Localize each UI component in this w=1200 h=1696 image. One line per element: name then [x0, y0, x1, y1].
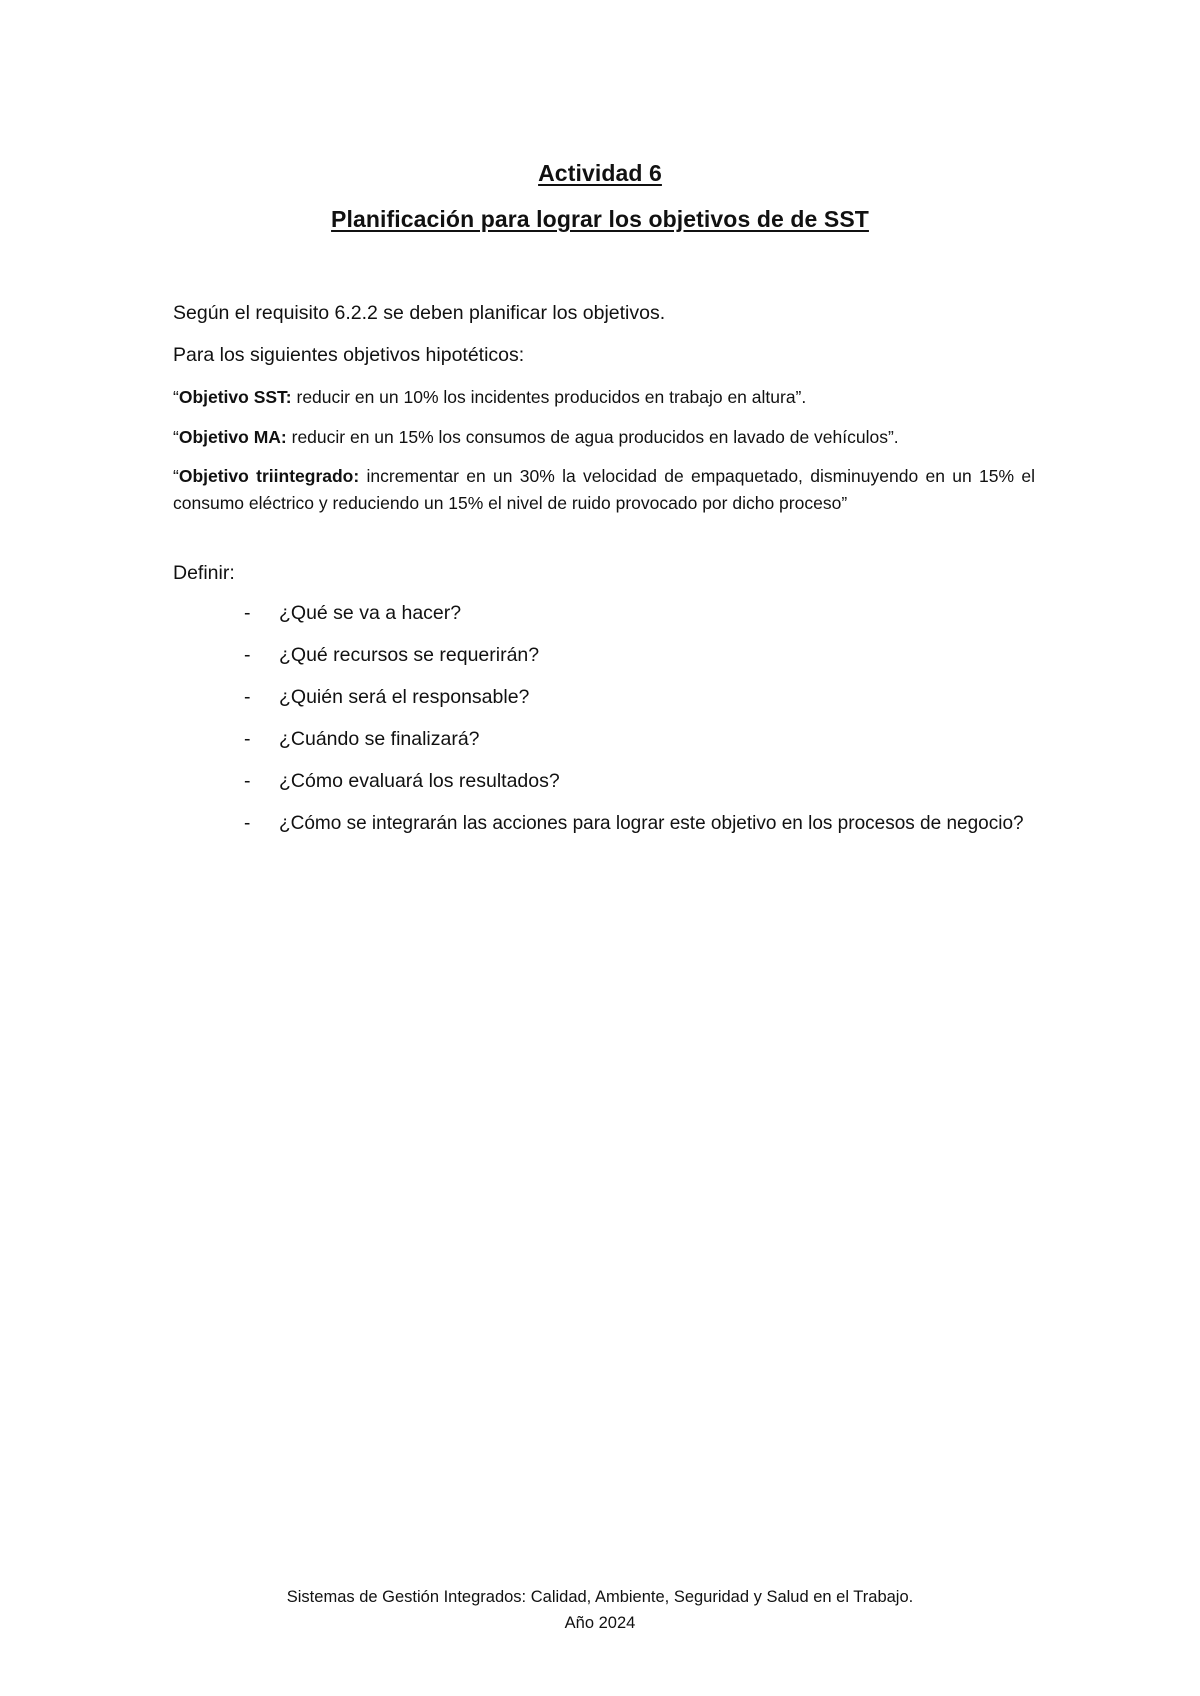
objective-sst	[173, 384, 1035, 411]
lead-paragraph: Para los siguientes objetivos hipotéticos:	[173, 344, 525, 366]
open-quote: “	[173, 427, 179, 447]
intro-paragraph: Según el requisito 6.2.2 se deben planificar los objetivos.	[173, 302, 666, 324]
footer-year: Año 2024	[564, 1614, 636, 1632]
question-text: ¿Qué recursos se requerirán?	[279, 644, 540, 666]
question-text: ¿Qué se va a hacer?	[279, 602, 462, 624]
list-item	[244, 684, 1044, 710]
list-item	[244, 726, 1044, 752]
list-item	[244, 768, 1044, 794]
question-text: ¿Quién será el responsable?	[279, 686, 530, 708]
define-label: Definir:	[173, 562, 235, 584]
objective-ma	[173, 424, 1035, 451]
objective-triintegrado	[173, 463, 1035, 517]
objective-text: incrementar en un 30% la velocidad de empaquetado, disminuyendo en un 15% el consumo eléctrico y reduciendo un 15% el nivel de ruido provocado por dicho proceso”	[173, 466, 1035, 513]
page-title: Actividad 6	[538, 160, 662, 186]
list-item	[244, 810, 1044, 838]
objective-label: Objetivo triintegrado:	[178, 466, 360, 486]
question-text: ¿Cuándo se finalizará?	[279, 728, 480, 750]
objective-text: reducir en un 10% los incidentes producidos en trabajo en altura”.	[291, 387, 807, 407]
dash-bullet-icon: -	[244, 686, 251, 708]
question-text: ¿Cómo evaluará los resultados?	[279, 770, 560, 792]
list-item	[244, 642, 1044, 668]
dash-bullet-icon: -	[244, 728, 251, 750]
objective-label: Objetivo SST:	[178, 387, 292, 407]
page-subtitle: Planificación para lograr los objetivos de de SST	[331, 206, 869, 232]
open-quote: “	[173, 387, 179, 407]
open-quote: “	[173, 466, 179, 486]
footer-course-title: Sistemas de Gestión Integrados: Calidad, Ambiente, Seguridad y Salud en el Trabajo.	[286, 1588, 914, 1606]
question-text: ¿Cómo se integrarán las acciones para lograr este objetivo en los procesos de negocio?	[279, 813, 1024, 834]
dash-bullet-icon: -	[244, 813, 251, 834]
dash-bullet-icon: -	[244, 602, 251, 624]
list-item	[244, 600, 1044, 626]
dash-bullet-icon: -	[244, 770, 251, 792]
objective-text: reducir en un 15% los consumos de agua producidos en lavado de vehículos”.	[286, 427, 899, 447]
objective-label: Objetivo MA:	[178, 427, 287, 447]
dash-bullet-icon: -	[244, 644, 251, 666]
questions-list	[244, 600, 1044, 854]
